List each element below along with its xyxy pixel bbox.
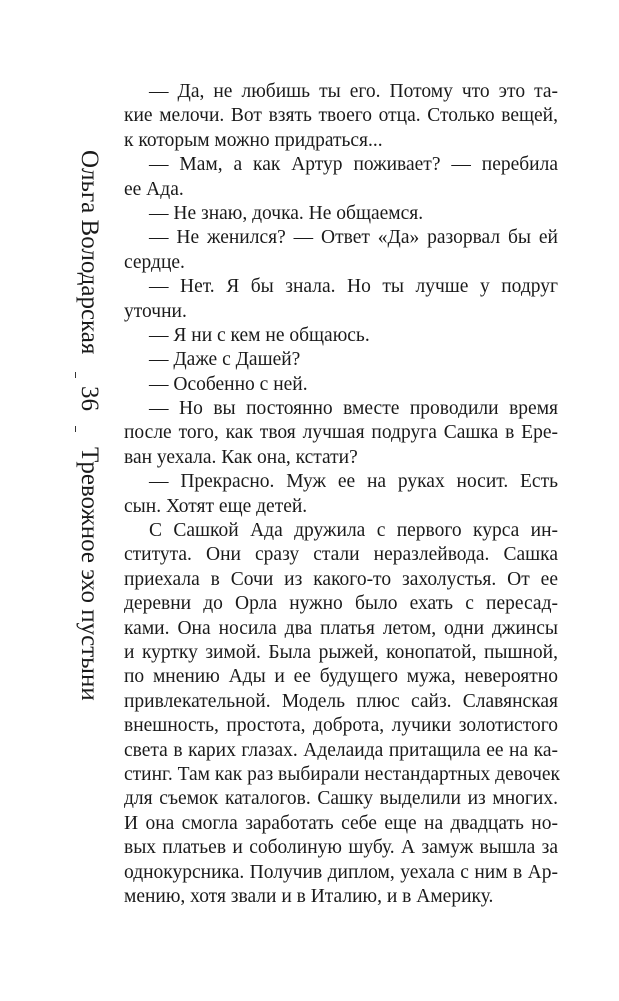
text-line: уточни.	[124, 300, 187, 322]
text-line: и куртку зимой. Была рыжей, конопатой, пышной,	[124, 641, 558, 663]
text-line: — Мам, а как Артур поживает? — перебила	[149, 154, 558, 176]
text-line: света в карих глазах. Аделаида притащила ее на ка-	[124, 739, 558, 761]
page-number: 36	[76, 386, 103, 411]
text-line: — Да, не любишь ты его. Потому что это та-	[149, 81, 558, 102]
text-line: И она смогла заработать себе еще на двадцать но-	[124, 812, 558, 834]
author-name: Ольга Володарская	[76, 150, 103, 355]
text-line: — Я ни с кем не общаюсь.	[149, 324, 370, 346]
text-line: привлекательной. Модель плюс сайз. Славянская	[124, 690, 558, 712]
text-line: для съемок каталогов. Сашку выделили из многих.	[124, 788, 558, 810]
text-line: ее Ада.	[124, 178, 184, 200]
text-line: деревни до Орла нужно было ехать с пересад-	[124, 593, 558, 615]
text-line: — Особенно с ней.	[149, 373, 308, 395]
text-line: ститута. Они сразу стали неразлейвода. Сашка	[124, 544, 558, 566]
header-divider	[75, 372, 76, 378]
text-line: по мнению Ады и ее будущего мужа, невероятно	[124, 666, 558, 688]
text-line: внешность, простота, доброта, лучики золотистого	[124, 715, 558, 737]
page-body-text	[124, 80, 561, 909]
text-line: — Не женился? — Ответ «Да» разорвал бы ей	[149, 227, 558, 249]
text-line: после того, как твоя лучшая подруга Сашка в Ере-	[124, 422, 558, 444]
text-line: мению, хотя звали и в Италию, и в Америку.	[124, 885, 494, 907]
text-line: — Нет. Я бы знала. Но ты лучше у подруг	[149, 276, 558, 298]
text-line: — Не знаю, дочка. Не общаемся.	[149, 202, 424, 224]
text-line: однокурсника. Получив диплом, уехала с ним в Ар-	[124, 861, 558, 883]
text-line: ван уехала. Как она, кстати?	[124, 446, 358, 468]
text-line: сердце.	[124, 251, 185, 273]
text-line: стинг. Там как раз выбирали нестандартных девочек	[124, 763, 561, 785]
text-line: кие мелочи. Вот взять твоего отца. Столько вещей,	[124, 105, 558, 127]
text-line: — Даже с Дашей?	[149, 349, 301, 371]
book-title: Тревожное эхо пустыни	[76, 447, 103, 701]
text-line: С Сашкой Ада дружила с первого курса ин-	[149, 520, 558, 542]
text-line: приехала в Сочи из какого-то захолустья. От ее	[124, 568, 558, 590]
header-divider	[75, 426, 76, 432]
text-line: сын. Хотят еще детей.	[124, 495, 308, 517]
text-line: — Но вы постоянно вместе проводили время	[149, 398, 558, 420]
text-line: ками. Она носила два платья летом, одни джинсы	[124, 617, 558, 639]
running-header	[55, 0, 111, 1001]
text-line: вых платьев и соболиную шубу. А замуж вышла за	[124, 837, 558, 859]
text-line: — Прекрасно. Муж ее на руках носит. Есть	[149, 471, 558, 493]
text-line: к которым можно придраться...	[124, 129, 383, 151]
